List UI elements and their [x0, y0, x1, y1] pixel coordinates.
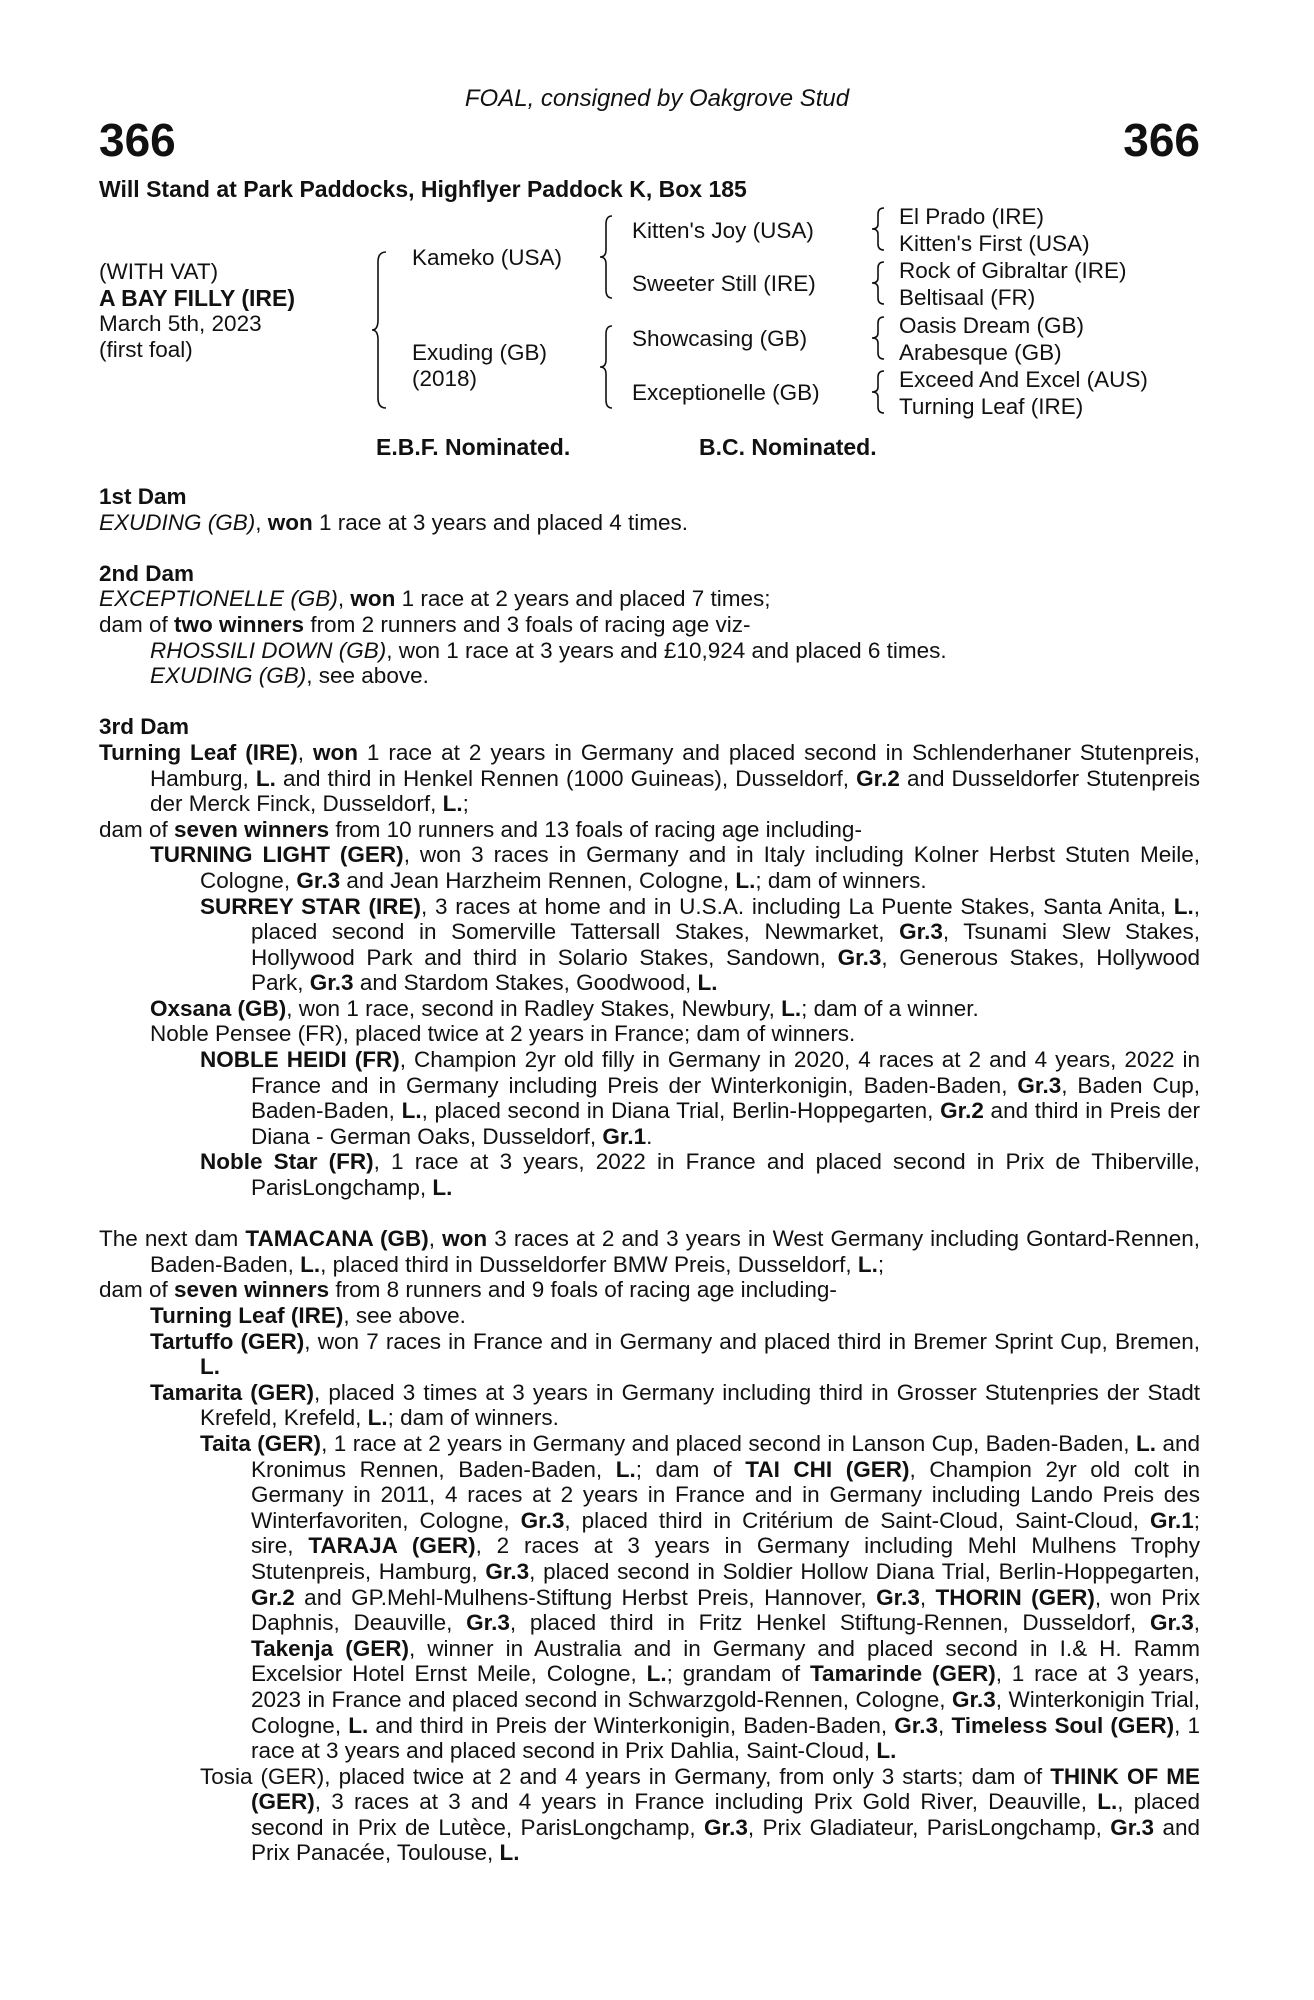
text-run: from 2 runners and 3 foals of racing age viz- — [304, 611, 751, 637]
text-run: and third in Preis der Diana - German Oaks, Dusseldorf, — [251, 1098, 1200, 1149]
text-run: , 1 race at 3 years, 2023 in France and placed second in Schwarzgold-Rennen, Cologne, — [251, 1661, 1200, 1712]
text-run: dam of — [99, 611, 175, 637]
pedigree-great-grandparent: Oasis Dream (GB) — [899, 313, 1085, 338]
text-run: , — [297, 739, 313, 765]
pedigree-great-grandparent: El Prado (IRE) — [899, 204, 1045, 229]
bold-text: Gr.2 — [940, 1098, 984, 1124]
dam-section — [99, 689, 1200, 1201]
pedigree-great-grandparent: Exceed And Excel (AUS) — [899, 367, 1148, 392]
bold-text: L. — [442, 791, 463, 817]
text-run: , — [255, 509, 268, 535]
text-run: dam of — [99, 1277, 175, 1303]
bold-text: seven winners — [174, 816, 330, 842]
bold-text: Gr.3 — [1017, 1072, 1062, 1098]
text-run: and GP.Mehl-Mulhens-Stiftung Herbst Preis, Hannover, — [294, 1584, 877, 1610]
pedigree-brace-dam — [600, 324, 618, 410]
bold-text: Gr.3 — [837, 944, 882, 970]
pedigree-grandparent: Kitten's Joy (USA) — [632, 218, 814, 243]
bold-text: Gr.3 — [296, 867, 341, 893]
text-run: , 3 races at 3 and 4 years in France including Prix Gold River, Deauville, — [314, 1789, 1098, 1815]
italic-text: EXUDING (GB) — [150, 663, 307, 689]
bold-text: Tamarita (GER) — [150, 1379, 314, 1405]
pedigree-brace-sire — [600, 214, 618, 300]
text-run: Tosia (GER), placed twice at 2 and 4 years in Germany, from only 3 starts; dam of — [200, 1763, 1051, 1789]
text-run: ; grandam of — [666, 1661, 810, 1687]
text-run: , placed third in Fritz Henkel Stiftung-Rennen, Dusseldorf, — [509, 1610, 1150, 1636]
bold-text: L. — [348, 1712, 369, 1738]
pedigree-great-grandparent: Beltisaal (FR) — [899, 285, 1036, 310]
bold-text: L. — [499, 1840, 520, 1866]
bold-text: Gr.3 — [876, 1584, 920, 1610]
vat-note: (WITH VAT) — [99, 259, 219, 284]
bold-text: Gr.3 — [1110, 1814, 1155, 1840]
pedigree-entry — [99, 1277, 1200, 1303]
bold-text: L. — [432, 1175, 453, 1201]
text-run: ; dam of winners. — [387, 1405, 559, 1431]
text-run: , — [1193, 1610, 1200, 1636]
text-run: , 1 race at 2 years in Germany and placed second in Lanson Cup, Baden-Baden, — [321, 1430, 1136, 1456]
bold-text: Gr.3 — [894, 1712, 939, 1738]
text-run: , placed third in Dusseldorfer BMW Preis, Dusseldorf, — [320, 1251, 858, 1277]
pedigree-entry — [99, 1226, 1200, 1277]
pedigree-entry — [99, 663, 1200, 689]
text-run: , placed third in Critérium de Saint-Cloud, Saint-Cloud, — [564, 1507, 1150, 1533]
text-run: 3 races at 2 and 3 years in West Germany including Gontard-Rennen, Baden-Baden, — [150, 1226, 1200, 1277]
bold-text: Taita (GER) — [200, 1430, 322, 1456]
bold-text: won — [267, 509, 313, 535]
bold-text: L. — [255, 765, 276, 791]
text-run: , won 1 race at 3 years and £10,924 and placed 6 times. — [386, 637, 947, 663]
bold-text: Gr.3 — [704, 1814, 748, 1840]
bold-text: THINK OF ME (GER) — [251, 1763, 1200, 1815]
bold-text: Turning Leaf (IRE) — [150, 1303, 344, 1328]
text-run: ; sire, — [251, 1507, 1201, 1559]
bold-text: L. — [1097, 1789, 1118, 1815]
text-run: . — [646, 1123, 653, 1149]
bold-text: L. — [300, 1251, 321, 1277]
bold-text: Timeless Soul (GER) — [951, 1712, 1175, 1738]
bold-text: Takenja (GER) — [251, 1635, 409, 1661]
bold-text: L. — [367, 1405, 388, 1431]
text-run: , placed second in Prix de Lutèce, ParisLongchamp, — [251, 1789, 1200, 1840]
lot-number-right: 366 — [1123, 114, 1200, 166]
pedigree-great-grandparent: Turning Leaf (IRE) — [899, 394, 1084, 419]
bold-text: L. — [781, 995, 802, 1021]
bold-text: L. — [401, 1098, 422, 1124]
text-run: , see above. — [306, 663, 429, 689]
italic-text: EXUDING (GB) — [99, 509, 256, 535]
bold-text: L. — [200, 1354, 220, 1380]
text-run: , Baden Cup, Baden-Baden, — [251, 1072, 1200, 1124]
dam-section — [99, 1201, 1200, 1866]
pedigree-entry — [99, 612, 1200, 638]
lot-name: A BAY FILLY (IRE) — [99, 285, 295, 311]
bold-text: Gr.3 — [309, 970, 354, 996]
dam-section — [99, 484, 1200, 535]
bold-text: L. — [697, 970, 718, 996]
text-run: Noble Pensee (FR), placed twice at 2 years in France; dam of winners. — [150, 1021, 856, 1047]
text-run: and Prix Panacée, Toulouse, — [251, 1814, 1200, 1866]
text-run: ; — [877, 1251, 885, 1277]
catalogue-header-title: FOAL, consigned by Oakgrove Stud — [464, 85, 850, 112]
text-run: and Dusseldorfer Stutenpreis der Merck Finck, Dusseldorf, — [150, 765, 1201, 817]
text-run: , placed 3 times at 3 years in Germany including third in Grosser Stutenpries der Stadt Krefeld, Krefeld, — [200, 1379, 1200, 1431]
pedigree-brace-gg4 — [872, 369, 888, 415]
foaling-date: March 5th, 2023 — [99, 311, 262, 336]
pedigree-entry — [99, 1149, 1200, 1200]
stand-info: Will Stand at Park Paddocks, Highflyer Paddock K, Box 185 — [99, 176, 747, 202]
text-run: , — [428, 1226, 443, 1252]
text-run: ; dam of winners. — [755, 867, 927, 893]
bold-text: Gr.3 — [899, 919, 943, 945]
pedigree-entry — [99, 1047, 1200, 1149]
text-run: , won Prix Daphnis, Deauville, — [251, 1584, 1200, 1636]
text-run: , Champion 2yr old filly in Germany in 2020, 4 races at 2 and 4 years, 2022 in France and in Germany including Preis der Winterkonigin, Baden-Baden, — [251, 1047, 1200, 1098]
text-run: , Prix Gladiateur, ParisLongchamp, — [747, 1814, 1111, 1840]
text-run: , 1 race at 3 years, 2022 in France and placed second in Prix de Thiberville, ParisLongchamp, — [251, 1149, 1200, 1201]
bold-text: Tamarinde (GER) — [809, 1661, 996, 1687]
pedigree-entry — [99, 817, 1200, 843]
pedigree-brace-gg2 — [872, 260, 888, 306]
bold-text: L. — [876, 1738, 897, 1764]
bold-text: Noble Star (FR) — [200, 1149, 374, 1175]
bold-text: Gr.2 — [251, 1584, 295, 1610]
text-run: and third in Preis der Winterkonigin, Baden-Baden, — [368, 1712, 895, 1738]
text-run: , placed second in Diana Trial, Berlin-Hoppegarten, — [421, 1098, 941, 1124]
pedigree-great-grandparent: Arabesque (GB) — [899, 340, 1062, 365]
bold-text: won — [312, 739, 358, 765]
bold-text: Gr.3 — [952, 1686, 996, 1712]
pedigree-entry — [99, 1329, 1200, 1380]
bold-text: NOBLE HEIDI (FR) — [200, 1047, 400, 1073]
text-run: , won 7 races in France and in Germany and placed third in Bremer Sprint Cup, Bremen, — [304, 1328, 1200, 1354]
text-run: , won 1 race, second in Radley Stakes, Newbury, — [286, 995, 782, 1021]
pedigree-entry — [99, 740, 1200, 817]
foal-note: (first foal) — [99, 337, 193, 362]
text-run: , winner in Australia and in Germany and placed second in I.& H. Ramm Excelsior Hotel Ernst Meile, Cologne, — [251, 1635, 1200, 1687]
italic-text: EXCEPTIONELLE (GB) — [99, 586, 338, 612]
section-heading: 3rd Dam — [99, 714, 190, 740]
pedigree-entry — [99, 842, 1200, 893]
text-run: , Generous Stakes, Hollywood Park, — [251, 944, 1201, 996]
text-run: 1 race at 3 years and placed 4 times. — [312, 509, 688, 535]
lot-number-left: 366 — [99, 114, 176, 166]
pedigree-entry — [99, 510, 1200, 536]
text-run: , placed second in Somerville Tattersall Stakes, Newmarket, — [251, 893, 1201, 945]
bold-text: TARAJA (GER) — [308, 1533, 476, 1559]
pedigree-entry — [99, 1380, 1200, 1431]
pedigree-entry — [99, 996, 1200, 1022]
bold-text: Gr.3 — [466, 1610, 510, 1636]
bold-text: Turning Leaf (IRE) — [99, 739, 298, 765]
text-run: , 1 race at 3 years and placed second in Prix Dahlia, Saint-Cloud, — [251, 1712, 1200, 1764]
bold-text: L. — [615, 1456, 636, 1482]
text-run: , 2 races at 3 years in Germany including Mehl Mulhens Trophy Stutenpreis, Hamburg, — [251, 1533, 1200, 1584]
bold-text: L. — [1173, 893, 1194, 919]
pedigree-entry — [99, 638, 1200, 664]
bold-text: THORIN (GER) — [935, 1584, 1095, 1610]
pedigree-grandparent: Exceptionelle (GB) — [632, 380, 820, 405]
text-run: , — [938, 1712, 952, 1738]
text-run: , — [337, 586, 351, 612]
text-run: and Kronimus Rennen, Baden-Baden, — [251, 1430, 1201, 1482]
text-run: 1 race at 2 years and placed 7 times; — [395, 586, 771, 612]
bold-text: Gr.1 — [1149, 1507, 1194, 1533]
text-run: and Stardom Stakes, Goodwood, — [353, 970, 698, 996]
pedigree-entry — [99, 1303, 1200, 1329]
bc-nomination: B.C. Nominated. — [699, 434, 877, 460]
bold-text: seven winners — [174, 1277, 330, 1303]
text-run: , Champion 2yr old colt in Germany in 2011, 4 races at 2 years in France and in Germany including Lando Preis des Winterfavoriten, Cologne, — [251, 1456, 1201, 1533]
bold-text: L. — [857, 1251, 878, 1277]
pedigree-entry — [99, 894, 1200, 996]
bold-text: L. — [735, 867, 756, 893]
text-run: , Tsunami Slew Stakes, Hollywood Park and third in Solario Stakes, Sandown, — [251, 919, 1200, 970]
text-run: , 3 races at home and in U.S.A. including La Puente Stakes, Santa Anita, — [420, 893, 1174, 919]
bold-text: two winners — [174, 611, 305, 637]
text-run: dam of — [99, 816, 175, 842]
bold-text: Gr.3 — [1149, 1610, 1194, 1636]
pedigree-dam: Exuding (GB) — [412, 340, 548, 365]
pedigree-sire: Kameko (USA) — [412, 245, 563, 270]
text-run: from 8 runners and 9 foals of racing age including- — [329, 1277, 837, 1303]
text-run: 1 race at 2 years in Germany and placed second in Schlenderhaner Stutenpreis, Hamburg, — [150, 739, 1200, 791]
pedigree-grandparent: Showcasing (GB) — [632, 326, 808, 351]
section-heading: 2nd Dam — [99, 560, 195, 586]
bold-text: TAI CHI (GER) — [745, 1456, 910, 1482]
bold-text: Gr.3 — [520, 1507, 565, 1533]
catalogue-page-body — [99, 484, 1200, 1866]
ebf-nomination: E.B.F. Nominated. — [376, 434, 571, 460]
bold-text: L. — [646, 1661, 667, 1687]
text-run: , won 3 races in Germany and in Italy including Kolner Herbst Stuten Meile, Cologne, — [200, 842, 1200, 893]
bold-text: L. — [1136, 1430, 1156, 1456]
pedigree-brace-main — [372, 250, 392, 410]
italic-text: RHOSSILI DOWN (GB) — [150, 637, 387, 663]
pedigree-entry — [99, 1021, 1200, 1047]
dam-section — [99, 535, 1200, 689]
bold-text: TAMACANA (GB) — [245, 1226, 429, 1252]
text-run: ; dam of — [635, 1456, 746, 1482]
text-run: , — [919, 1584, 936, 1610]
pedigree-great-grandparent: Rock of Gibraltar (IRE) — [899, 258, 1127, 283]
bold-text: Tartuffo (GER) — [150, 1328, 305, 1354]
pedigree-great-grandparent: Kitten's First (USA) — [899, 231, 1090, 256]
text-run: The next dam — [99, 1226, 246, 1252]
text-run: ; dam of a winner. — [801, 995, 979, 1021]
text-run: and third in Henkel Rennen (1000 Guineas), Dusseldorf, — [275, 765, 857, 791]
bold-text: won — [350, 586, 396, 612]
text-run: and Jean Harzheim Rennen, Cologne, — [340, 867, 736, 893]
bold-text: Gr.1 — [602, 1123, 647, 1149]
pedigree-grandparent: Sweeter Still (IRE) — [632, 271, 816, 296]
pedigree-entry — [99, 1431, 1200, 1764]
pedigree-dam-year: (2018) — [412, 366, 478, 391]
bold-text: SURREY STAR (IRE) — [200, 893, 421, 919]
text-run: , Winterkonigin Trial, Cologne, — [251, 1686, 1200, 1738]
pedigree-entry — [99, 586, 1200, 612]
bold-text: Oxsana (GB) — [150, 995, 287, 1021]
pedigree-brace-gg1 — [872, 206, 888, 252]
text-run: , placed second in Soldier Hollow Diana Trial, Berlin-Hoppegarten, — [529, 1558, 1200, 1584]
text-run: ; — [462, 791, 469, 817]
pedigree-entry — [99, 1764, 1200, 1866]
bold-text: won — [442, 1226, 488, 1252]
section-heading: 1st Dam — [99, 484, 187, 509]
bold-text: TURNING LIGHT (GER) — [150, 842, 404, 868]
bold-text: Gr.2 — [856, 765, 900, 791]
pedigree-brace-gg3 — [872, 315, 888, 361]
text-run: from 10 runners and 13 foals of racing age including- — [329, 816, 862, 842]
bold-text: Gr.3 — [485, 1558, 530, 1584]
text-run: , see above. — [343, 1303, 466, 1328]
